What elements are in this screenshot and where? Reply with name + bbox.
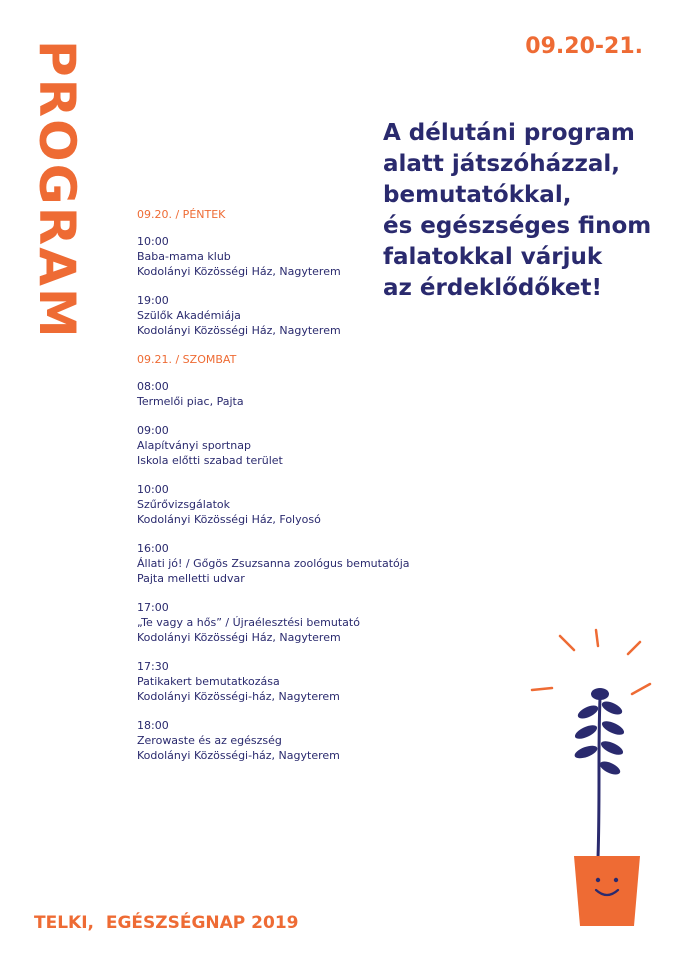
intro-line: falatokkal várjuk [383,244,603,270]
schedule-item [137,234,397,279]
schedule-item [137,423,397,468]
schedule [137,207,410,777]
event-time: 19:00 [137,294,169,307]
event-place: Kodolányi Közösségi Ház, Folyosó [137,513,321,526]
event-time: 09:00 [137,424,169,437]
schedule-item [137,541,410,586]
event-title: Zerowaste és az egészség [137,734,282,747]
intro-text [383,118,673,304]
event-place: Kodolányi Közösségi-ház, Nagyterem [137,749,340,762]
intro-line: bemutatókkal, [383,182,572,208]
page-title: PROGRAM [28,40,86,340]
intro-line: az érdeklődőket! [383,275,602,301]
event-place: Kodolányi Közösségi Ház, Nagyterem [137,631,341,644]
event-title: Alapítványi sportnap [137,439,251,452]
footer-title: TELKI, EGÉSZSÉGNAP 2019 [34,913,299,933]
schedule-item [137,379,397,409]
event-place: Kodolányi Közösségi-ház, Nagyterem [137,690,340,703]
day-heading-saturday: 09.21. / SZOMBAT [137,353,237,366]
event-time: 17:00 [137,601,169,614]
schedule-item [137,659,397,704]
event-time: 10:00 [137,483,169,496]
event-title: Szűrővizsgálatok [137,498,230,511]
event-title: Patikakert bemutatkozása [137,675,280,688]
event-time: 16:00 [137,542,169,555]
event-title: „Te vagy a hős” / Újraélesztési bemutató [137,616,360,629]
event-time: 18:00 [137,719,169,732]
event-time: 10:00 [137,235,169,248]
schedule-item [137,482,397,527]
event-place: Kodolányi Közösségi Ház, Nagyterem [137,324,341,337]
event-title: Baba-mama klub [137,250,231,263]
smiling-plant-in-pot-icon [528,628,658,928]
event-title: Állati jó! / Gőgös Zsuzsanna zoológus bemutatója [137,557,410,570]
event-time: 17:30 [137,660,169,673]
event-dates: 09.20-21. [525,34,643,59]
intro-line: és egészséges finom [383,213,652,239]
event-place: Iskola előtti szabad terület [137,454,283,467]
intro-line: A délutáni program [383,120,635,146]
schedule-item [137,293,397,338]
schedule-item [137,718,397,763]
event-title: Termelői piac, Pajta [137,395,244,408]
event-place: Pajta melletti udvar [137,572,245,585]
schedule-item [137,600,397,645]
event-time: 08:00 [137,380,169,393]
event-title: Szülők Akadémiája [137,309,241,322]
day-heading-friday: 09.20. / PÉNTEK [137,208,226,221]
event-place: Kodolányi Közösségi Ház, Nagyterem [137,265,341,278]
intro-line: alatt játszóházzal, [383,151,621,177]
